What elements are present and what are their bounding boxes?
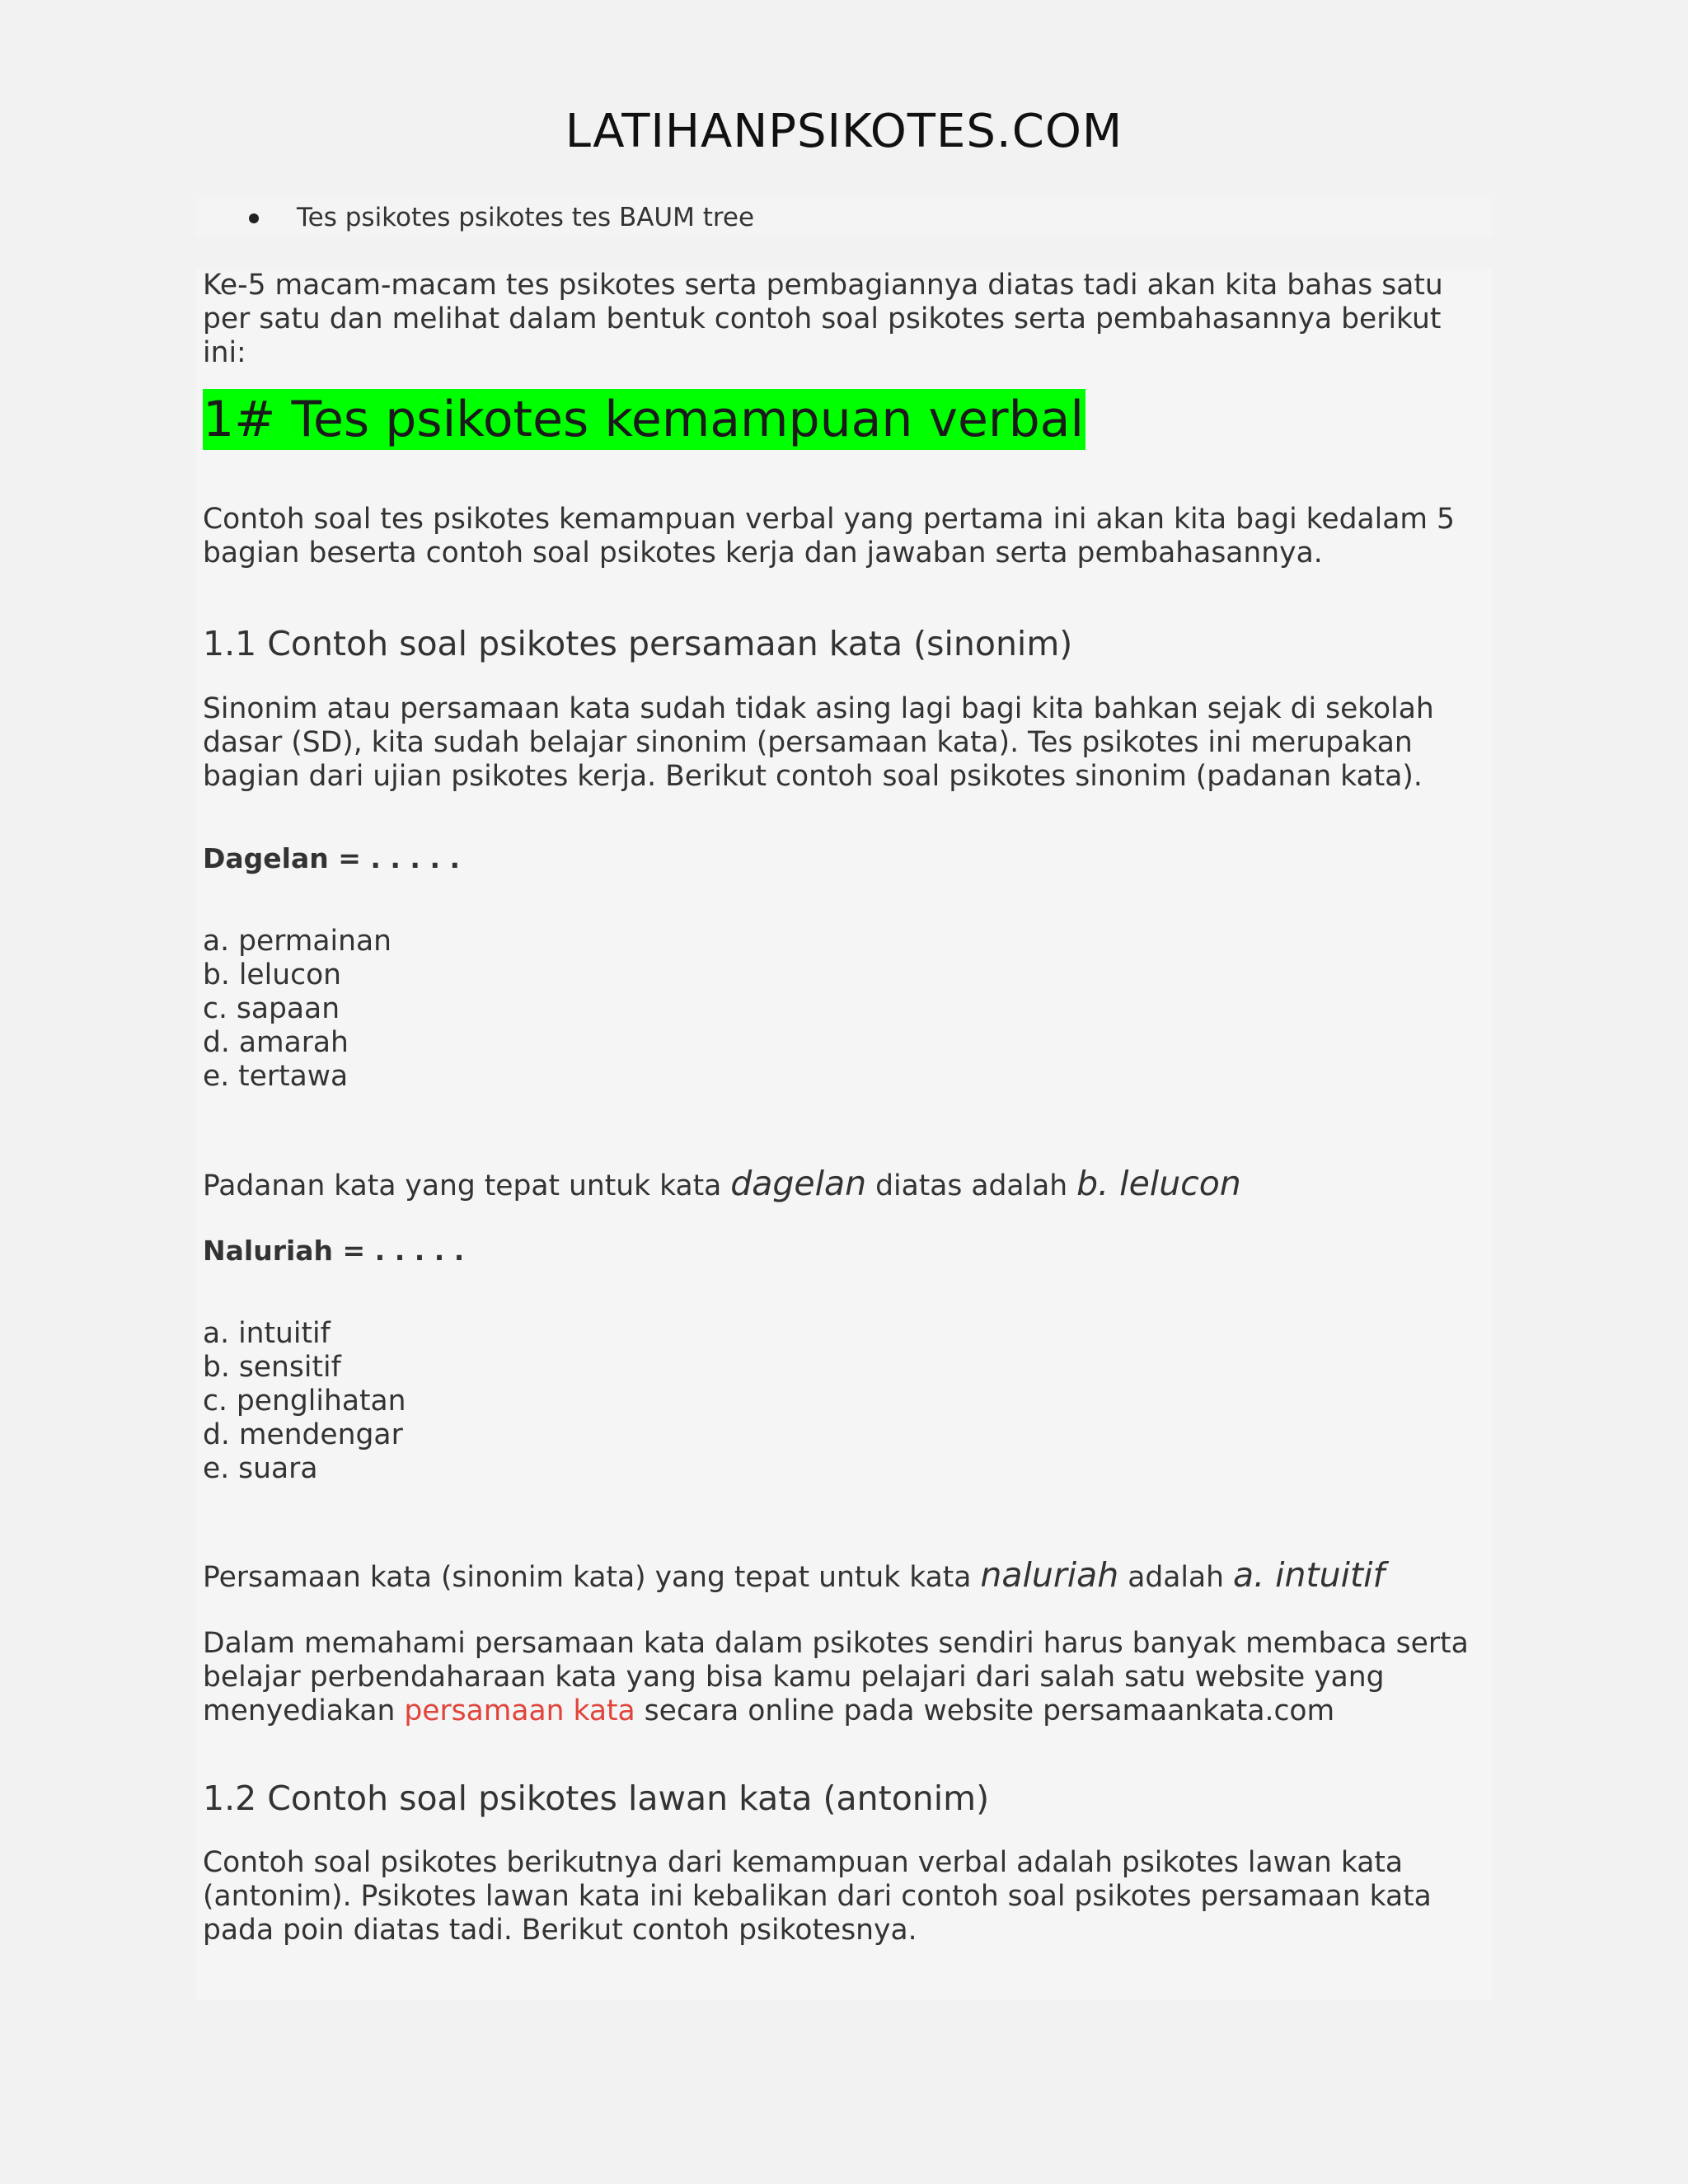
closing-text: secara online pada website persamaankata.com <box>635 1694 1335 1727</box>
answer-naluriah <box>203 1555 1385 1597</box>
answer-word: naluriah <box>980 1555 1119 1595</box>
sinonim-paragraph: Sinonim atau persamaan kata sudah tidak asing lagi bagi kita bahkan sejak di sekolah dasar (SD), kita sudah belajar sinonim (persamaan kata). Tes psikotes ini merupakan bagian dari ujian psikotes kerja. Berikut contoh soal psikotes sinonim (padanan kata). <box>203 692 1434 793</box>
article-content <box>196 269 1492 1999</box>
answer-text: adalah <box>1118 1561 1233 1594</box>
intro-paragraph: Ke-5 macam-macam tes psikotes serta pembagiannya diatas tadi akan kita bahas satu per satu dan melihat dalam bentuk contoh soal psikotes serta pembahasannya berikut ini: <box>203 269 1443 369</box>
question-dagelan: Dagelan = . . . . . <box>203 842 461 874</box>
sub-heading-sinonim: 1.1 Contoh soal psikotes persamaan kata (sinonim) <box>203 624 1073 663</box>
question-naluriah: Naluriah = . . . . . <box>203 1235 465 1267</box>
answer-text: diatas adalah <box>866 1169 1077 1202</box>
antonim-paragraph: Contoh soal psikotes berikutnya dari kemampuan verbal adalah psikotes lawan kata (antonim). Psikotes lawan kata ini kebalikan dari contoh soal psikotes persamaan kata pada poin diatas tadi. Berikut contoh psikotesnya. <box>203 1846 1432 1947</box>
option-c: c. sapaan <box>203 992 340 1025</box>
bullet-dot <box>249 213 259 223</box>
option-b: b. lelucon <box>203 958 342 991</box>
sub-heading-antonim: 1.2 Contoh soal psikotes lawan kata (antonim) <box>203 1779 990 1818</box>
option-a: a. permainan <box>203 925 392 958</box>
options-dagelan <box>203 925 392 1094</box>
answer-word: dagelan <box>730 1164 867 1203</box>
section-intro: Contoh soal tes psikotes kemampuan verbal yang pertama ini akan kita bagi kedalam 5 bagian beserta contoh soal psikotes kerja dan jawaban serta pembahasannya. <box>203 503 1455 569</box>
answer-dagelan <box>203 1164 1241 1206</box>
option-e: e. tertawa <box>203 1060 349 1093</box>
option-d: d. amarah <box>203 1026 349 1059</box>
bullet-item: Tes psikotes psikotes tes BAUM tree <box>297 203 755 232</box>
section-heading: 1# Tes psikotes kemampuan verbal <box>203 391 1085 448</box>
answer-choice: b. lelucon <box>1076 1164 1241 1203</box>
closing-paragraph <box>203 1627 1490 1728</box>
option-d: d. mendengar <box>203 1418 403 1451</box>
option-c: c. penglihatan <box>203 1385 406 1418</box>
answer-choice: a. intuitif <box>1232 1555 1385 1595</box>
options-naluriah <box>203 1317 406 1486</box>
option-a: a. intuitif <box>203 1317 331 1350</box>
site-title: LATIHANPSIKOTES.COM <box>565 105 1123 158</box>
persamaan-kata-link[interactable]: persamaan kata <box>404 1694 635 1727</box>
closing-text: Dalam memahami persamaan kata dalam psikotes sendiri harus banyak membaca serta belajar perbendaharaan kata yang bisa kamu pelajari dari salah satu website yang menyediakan <box>203 1627 1469 1727</box>
answer-text: Persamaan kata (sinonim kata) yang tepat untuk kata <box>203 1561 981 1594</box>
option-b: b. sensitif <box>203 1351 341 1384</box>
answer-text: Padanan kata yang tepat untuk kata <box>203 1169 731 1202</box>
option-e: e. suara <box>203 1452 318 1485</box>
